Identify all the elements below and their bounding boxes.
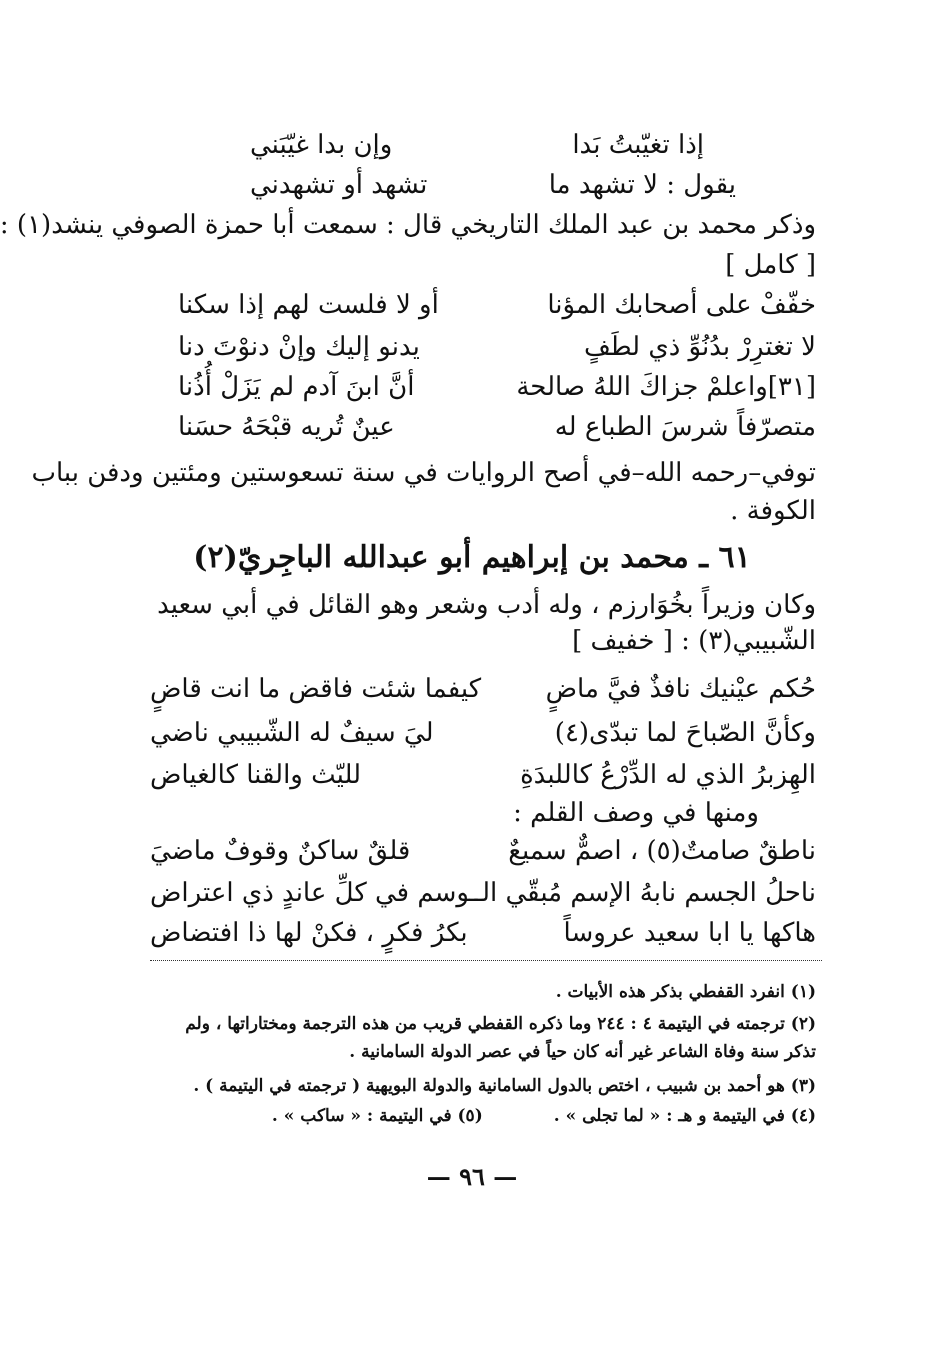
footnote-2-cont: تذكر سنة وفاة الشاعر غير أنه كان حياً في عصر الدولة السامانية . (349, 1042, 816, 1062)
verse-pen-3a: هاكها يا ابا سعيد عروساً (563, 918, 816, 948)
footnote-2: (٢) ترجمته في اليتيمة ٤ : ٢٤٤ وما ذكره القفطي قريب من هذه الترجمة ومختاراتها ، ولم (185, 1014, 816, 1034)
verse-kamil-3a: [٣١]واعلمْ جزاكَ اللهُ صالحة (516, 372, 816, 402)
verse-kamil-1b: أو لا فلست لهم إذا سكنا (178, 290, 439, 320)
pen-intro: ومنها في وصف القلم : (513, 798, 759, 828)
death-line-1: توفي–رحمه الله–في أصح الروايات في سنة تسعوستين ومئتين ودفن بباب (31, 458, 816, 488)
intro-text: وذكر محمد بن عبد الملك التاريخي قال : سمعت أبا حمزة الصوفي ينشد(١) : (0, 210, 816, 240)
death-line-2: الكوفة . (730, 496, 816, 526)
footnote-3: (٣) هو أحمد بن شبيب ، اختص بالدول السامانية والدولة البويهية ( ترجمته في اليتيمة ) . (193, 1076, 816, 1096)
verse-khafif-3a: الهِزبرُ الذي له الدِّرْعُ كاللبدَةِ (520, 760, 816, 790)
verse-top-1b: وإن بدا غيّبَني (250, 130, 393, 160)
verse-pen-2b: ـوسم في كلِّ عاندٍ ذي اعتراض (150, 878, 478, 908)
bio-line-1: وكان وزيراً بخُوَارزم ، وله أدب وشعر وهو القائل في أبي سعيد (157, 590, 816, 620)
verse-kamil-1a: خفّفْ على أصحابك المؤنا (547, 290, 816, 320)
verse-kamil-4b: عينٌ تُريه قبْحَهُ حسَنا (178, 412, 395, 442)
footnote-4-5: (٤) في اليتيمة و هـ : « لما تجلى » . (٥) في اليتيمة : « ساكب » . (271, 1106, 816, 1126)
footnote-separator (150, 960, 822, 961)
verse-khafif-2b: ليَ سيفٌ له الشّبيبي ناضي (150, 718, 434, 748)
verse-kamil-4a: متصرّفاً شرسَ الطباع له (554, 412, 816, 442)
meter-label: [ كامل ] (725, 250, 816, 280)
verse-pen-1b: قلقٌ ساكنٌ وقوفٌ ماضيَ (150, 836, 411, 866)
verse-khafif-1b: كيفما شئت فاقض ما انت قاضٍ (150, 674, 482, 704)
verse-top-1a: إذا تغيّبتُ بَدا (572, 130, 704, 160)
page-number: — ٩٦ — (426, 1162, 518, 1191)
entry-heading: ٦١ ـ محمد بن إبراهيم أبو عبدالله الباجِريّ(٢) (193, 540, 751, 575)
verse-khafif-2a: وكأنَّ الصّباحَ لما تبدّى(٤) (554, 718, 816, 748)
verse-khafif-1a: حُكم عيْنيك نافذٌ فيَّ ماضٍ (545, 674, 816, 704)
footnote-1: (١) انفرد القفطي بذكر هذه الأبيات . (555, 982, 816, 1002)
bio-line-2: الشّبيبي(٣) : [ خفيف ] (572, 626, 816, 656)
verse-pen-2a: ناحلُ الجسم نابهُ الإسم مُبقّي الـ (474, 878, 816, 908)
verse-pen-3b: بكرُ فكرٍ ، فكنْ لها ذا افتضاض (150, 918, 468, 948)
verse-khafif-3b: لليّث والقنا كالغياض (150, 760, 362, 790)
verse-kamil-2b: يدنو إليك وإنْ دنوْتَ دنا (178, 332, 420, 362)
verse-top-2a: يقول : لا تشهد ما (548, 170, 736, 200)
verse-pen-1a: ناطقٌ صامتٌ(٥) ، اصمٌّ سميعٌ (508, 836, 816, 866)
verse-kamil-3b: أنَّ ابنَ آدم لم يَزَلْ أُذُنا (178, 372, 415, 402)
verse-kamil-2a: لا تغترِرْ بدُنُوِّ ذي لطَفٍ (583, 332, 816, 362)
verse-top-2b: تشهد أو تشهدني (250, 170, 428, 200)
